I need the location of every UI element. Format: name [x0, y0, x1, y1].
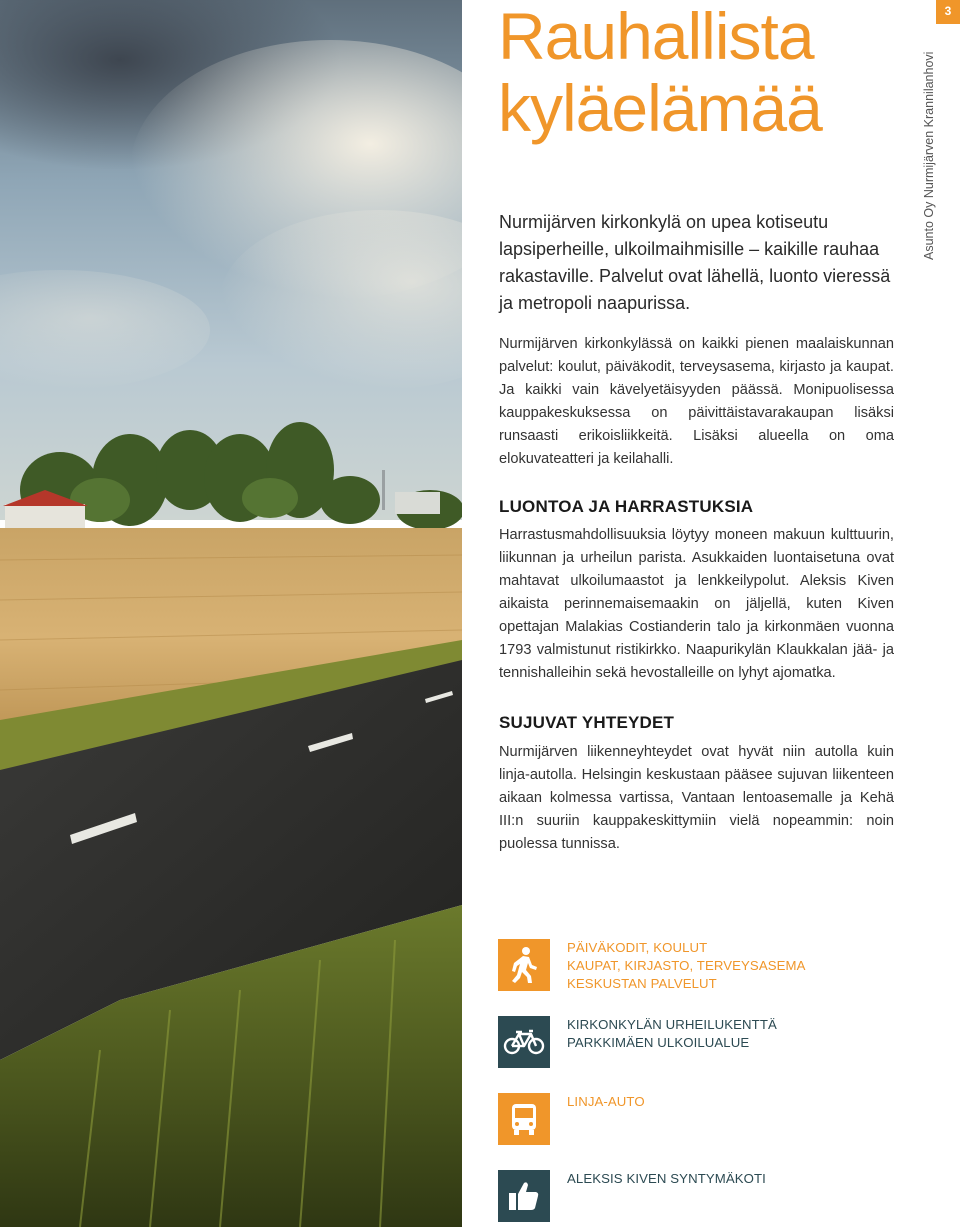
intro-paragraph: Nurmijärven kirkonkylässä on kaikki pienen maalaiskunnan palvelut: koulut, päiväkodit, terveysasema, kirjasto ja kaupat. Ja kaikki vain kävelyetäisyyden päässä. Monipuolisessa kauppakeskuksessa on päivittäistavarakaupan lisäksi runsaasti erikoisliikkeitä. Lisäksi alueella on oma elokuvateatteri ja keilahalli. — [499, 336, 894, 467]
legend-walking-line-2: KAUPAT, KIRJASTO, TERVEYSASEMA — [567, 958, 806, 973]
side-label-text: Asunto Oy Nurmijärven Krannilanhovi — [922, 51, 936, 260]
walking-person-icon — [498, 939, 550, 991]
bicycle-icon — [498, 1016, 550, 1068]
side-label — [922, 40, 942, 260]
page-number: 3 — [936, 0, 960, 24]
bus-icon — [498, 1093, 550, 1145]
section-paragraph-yhteydet: Nurmijärven liikenneyhteydet ovat hyvät niin autolla kuin linja-autolla. Helsingin keskustaan pääsee sujuvan liikenteen aikaan kolmessa vartissa, Vantaan lentoasemalle ja Kehä III:n suuriin kauppakeskittymiin vielä nopeammin: noin puolessa tunnissa. — [499, 744, 894, 852]
legend-walking-text — [567, 939, 806, 993]
thumbs-up-icon — [498, 1170, 550, 1222]
legend-bicycle-line-2: PARKKIMÄEN ULKOILUALUE — [567, 1035, 750, 1050]
title-line-1: Rauhallista — [498, 0, 814, 73]
page-title — [498, 0, 822, 144]
legend-walking-line-1: PÄIVÄKODIT, KOULUT — [567, 940, 708, 955]
legend-bus-text — [567, 1093, 645, 1111]
section-heading-yhteydet: SUJUVAT YHTEYDET — [499, 713, 675, 732]
legend-thumbs-line-1: ALEKSIS KIVEN SYNTYMÄKOTI — [567, 1171, 766, 1186]
legend-walking-line-3: KESKUSTAN PALVELUT — [567, 976, 717, 991]
legend-bicycle-line-1: KIRKONKYLÄN URHEILUKENTTÄ — [567, 1017, 777, 1032]
legend-bus-line-1: LINJA-AUTO — [567, 1094, 645, 1109]
section-paragraph-luontoa: Harrastusmahdollisuuksia löytyy moneen makuun kulttuurin, liikunnan ja urheilun parista. Asukkaiden luontaisetuna ovat mahtavat ulkoilumaastot ja lenkkeilypolut. Aleksis Kiven aikaista perinnemaisemaakin on jäljellä, kuten Kiven opettajan Malakias Costianderin talo ja kirkonmäen vuonna 1793 valmistunut ristikirkko. Naapurikylän Klaukkalan jää- ja tennishalleihin sekä hevostalleille on lyhyt ajomatka. — [499, 527, 894, 681]
section-heading-luontoa: LUONTOA JA HARRASTUKSIA — [499, 497, 754, 516]
title-line-2: kyläelämää — [498, 71, 822, 145]
lead-paragraph: Nurmijärven kirkonkylä on upea kotiseutu lapsiperheille, ulkoilmaihmisille – kaikille rauhaa rakastaville. Palvelut ovat lähellä, luonto vieressä ja metropoli naapurissa. — [499, 212, 891, 313]
legend-thumbs-text — [567, 1170, 766, 1188]
legend-bicycle-text — [567, 1016, 777, 1052]
landscape-photo — [0, 0, 462, 1227]
